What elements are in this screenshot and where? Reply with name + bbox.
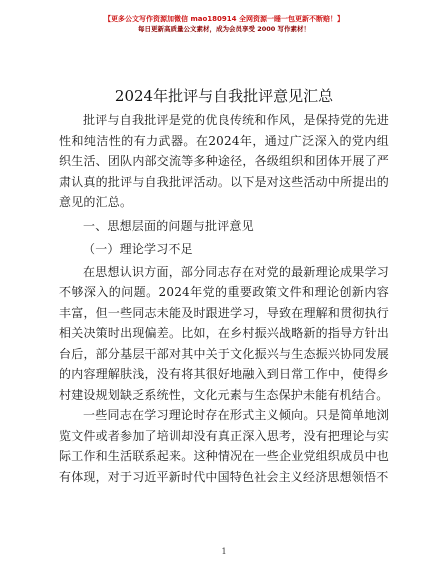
page-number: 1: [221, 547, 227, 556]
document-title: 2024年批评与自我批评意见汇总: [114, 87, 334, 105]
intro-paragraph: 批评与自我批评是党的优良传统和作风，是保持党的先进性和纯洁性的有力武器。在2024年，通过广泛深入的党内组织生活、团队内部交流等多种途径，各级组织和团体开展了严肃认真的批评与自我批评活动。以下是对这些活动中所提出的意见的汇总。: [59, 113, 389, 209]
body-paragraph: 一些同志在学习理论时存在形式主义倾向。只是简单地浏览文件或者参加了培训却没有真正深入思考，没有把理论与实际工作和生活联系起来。这种情况在一些企业党组织成员中也有体现，对于习近平新时代中国特色社会主义经济思想领悟不: [59, 408, 389, 484]
promo-banner: [0, 14, 448, 35]
subsection-heading: （一）理论学习不足: [83, 242, 193, 256]
promo-banner-line-2: 每日更新高质量公文素材，成为会员享受 2000 写作素材！: [137, 25, 311, 33]
body-paragraph: 在思想认识方面，部分同志存在对党的最新理论成果学习不够深入的问题。2024年党的重要政策文件和理论创新内容丰富，但一些同志未能及时跟进学习，导致在理解和贯彻执行相关决策时出现偏差。比如，在乡村振兴战略新的指导方针出台后，部分基层干部对其中关于文化振兴与生态振兴协同发展的内容理解肤浅，没有将其很好地融入到日常工作中，使得乡村建设规划缺乏系统性，文化元素与生态保护未能有机结合。: [59, 264, 389, 402]
section-heading: 一、思想层面的问题与批评意见: [83, 218, 254, 233]
document-body: [59, 110, 389, 487]
promo-banner-line-1: 【更多公文写作资源加微信 mao180914 全网资源一睡一包更新不断赔！】: [104, 15, 344, 23]
